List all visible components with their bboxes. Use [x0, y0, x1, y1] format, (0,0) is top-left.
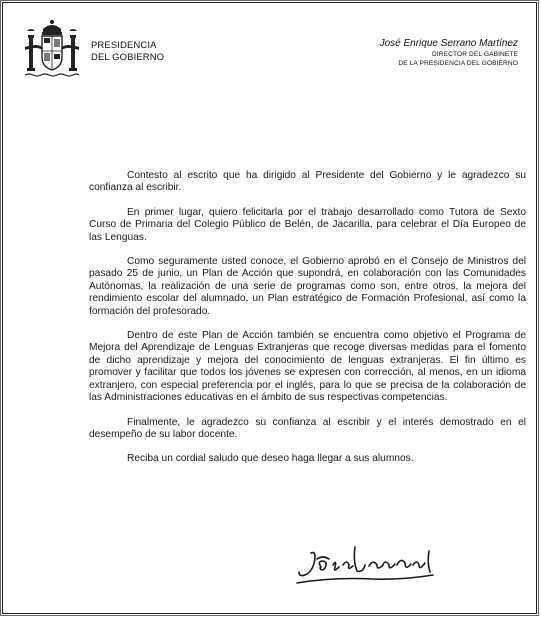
spain-coat-of-arms-icon — [21, 17, 83, 81]
paragraph-5: Finalmente, le agradezco su confianza al escribir y el interés demostrado en el desempeño de su labor docente. — [89, 416, 526, 440]
sender-role-line-1: DIRECTOR DEL GABINETE — [431, 51, 518, 58]
institution-line-1: PRESIDENCIA — [91, 40, 157, 51]
letter-page — [2, 2, 537, 614]
institution-name — [91, 40, 164, 64]
paragraph-3: Como seguramente usted conoce, el Gobierno aprobó en el Consejo de Ministros del pasado 25 de junio, un Plan de Acción que supondrá, en colaboración con las Comunidades Autónomas, la realización de una serie de programas como son, entre otros, la mejora del rendimiento escolar del alumnado, un Plan estratégico de Formación Profesional, así como la formación del profesorado. — [89, 256, 526, 317]
handwritten-signature-icon — [293, 537, 453, 595]
sender-block — [380, 38, 518, 68]
paragraph-1: Contesto al escrito que ha dirigido al Presidente del Gobierno y le agradezco su confianza al escribir. — [89, 170, 526, 194]
sender-name: José Enrique Serrano Martínez — [379, 38, 518, 49]
paragraph-6: Reciba un cordial saludo que deseo haga llegar a sus alumnos. — [127, 453, 414, 465]
paragraph-2: En primer lugar, quiero felicitarla por el trabajo desarrollado como Tutora de Sexto Curso de Primaria del Colegio Público de Belén, de Jacarilla, para celebrar el Día Europeo de las Lenguas. — [89, 206, 526, 243]
paragraph-4: Dentro de este Plan de Acción también se encuentra como objetivo el Programa de Mejora del Aprendizaje de Lenguas Extranjeras que recoge diversas medidas para el fomento de dicho aprendizaje y mejora del conocimiento de lenguas extranjeras. El fin último es promover y facilitar que todos los jóvenes se expresen con corrección, al menos, en un idioma extranjero, con especial preferencia por el inglés, para lo que se precisa de la colaboración de las Administraciones educativas en el ámbito de sus respectivas competencias. — [89, 330, 526, 404]
letter-body — [89, 170, 526, 478]
institution-line-2: DEL GOBIERNO — [91, 52, 165, 63]
sender-role-line-2: DE LA PRESIDENCIA DEL GOBIERNO — [398, 60, 518, 67]
